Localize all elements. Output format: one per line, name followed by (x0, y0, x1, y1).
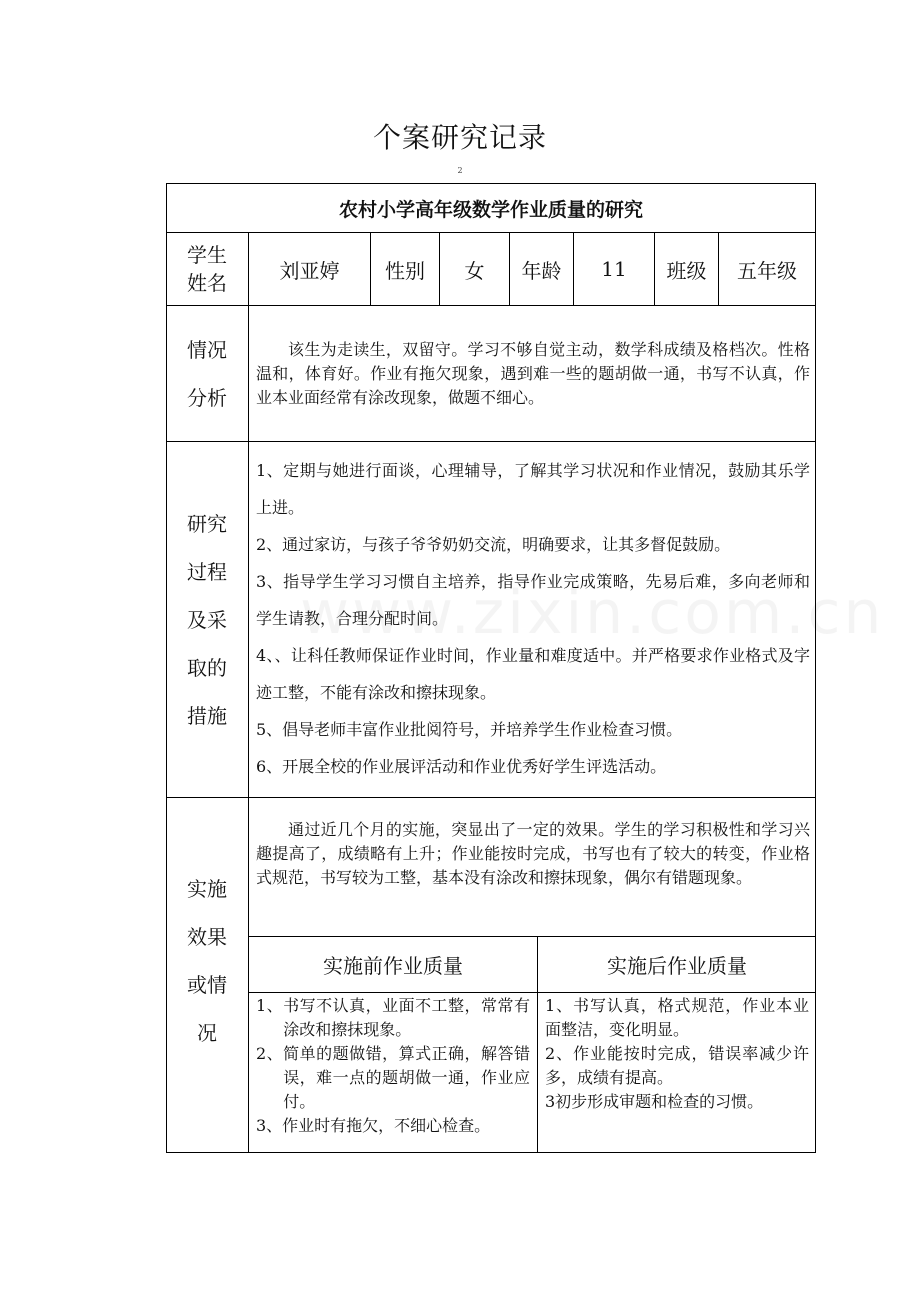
class-label: 班级 (666, 258, 707, 283)
process-label: 研究过程及采取的措施 (187, 511, 227, 728)
row-divider (166, 305, 816, 306)
situation-text: 该生为走读生，双留守。学习不够自觉主动，数学科成绩及格档次。性格温和，体育好。作业有拖欠现象，遇到难一些的题胡做一通，书写不认真，作业本业面经常有涂改现象，做题不细心。 (256, 340, 810, 407)
student-name-value: 刘亚婷 (279, 258, 340, 283)
measure-item: 4、、让科任教师保证作业时间，作业量和难度适中。并严格要求作业格式及字迹工整，不能有涂改和擦抹现象。 (256, 646, 810, 702)
age-value: 11 (601, 257, 627, 281)
before-item: 3、作业时有拖欠，不细心检查。 (256, 1116, 491, 1135)
effect-text: 通过近几个月的实施，突显出了一定的效果。学生的学习积极性和学习兴趣提高了，成绩略有上升；作业能按时完成，书写也有了较大的转变，作业格式规范，书写较为工整，基本没有涂改和擦抹现象，偶尔有错题现象。 (256, 820, 810, 887)
process-measures (256, 452, 810, 785)
measure-item: 3、指导学生学习习惯自主培养，指导作业完成策略，先易后难，多向老师和学生请教，合理分配时间。 (256, 572, 810, 628)
age-label: 年龄 (521, 258, 562, 283)
measure-item: 6、开展全校的作业展评活动和作业优秀好学生评选活动。 (256, 757, 667, 776)
before-item: 1、书写不认真，业面不工整，常常有涂改和擦抹现象。 (256, 996, 530, 1039)
measure-item: 1、定期与她进行面谈，心理辅导，了解其学习状况和作业情况，鼓励其乐学上进。 (256, 461, 810, 517)
before-quality-heading: 实施前作业质量 (323, 954, 463, 978)
after-item: 3初步形成审题和检查的习惯。 (545, 1092, 764, 1111)
measure-item: 5、倡导老师丰富作业批阅符号，并培养学生作业检查习惯。 (256, 720, 683, 739)
effect-label: 实施效果或情况 (187, 876, 227, 1045)
situation-label: 情况分析 (187, 337, 227, 410)
gender-value: 女 (464, 258, 485, 283)
after-item: 2、作业能按时完成，错误率减少许多，成绩有提高。 (545, 1044, 809, 1087)
student-name-label: 学生姓名 (187, 243, 227, 295)
gender-label: 性别 (385, 258, 425, 283)
row-divider (166, 441, 816, 442)
row-divider (166, 797, 816, 798)
research-title: 农村小学高年级数学作业质量的研究 (338, 198, 643, 221)
measure-item: 2、通过家访，与孩子爷爷奶奶交流，明确要求，让其多督促鼓励。 (256, 535, 731, 554)
after-quality-heading: 实施后作业质量 (607, 954, 747, 978)
column-divider (248, 232, 249, 1153)
page-title: 个案研究记录 (372, 121, 547, 154)
after-item: 1、书写认真，格式规范，作业本业面整洁，变化明显。 (545, 996, 809, 1039)
after-quality-list (545, 994, 809, 1114)
row-divider (248, 992, 816, 993)
before-item: 2、简单的题做错，算式正确，解答错误，难一点的题胡做一通，作业应付。 (256, 1044, 530, 1111)
before-quality-list (256, 994, 530, 1138)
page-number: 2 (457, 166, 463, 175)
class-value: 五年级 (737, 258, 797, 283)
